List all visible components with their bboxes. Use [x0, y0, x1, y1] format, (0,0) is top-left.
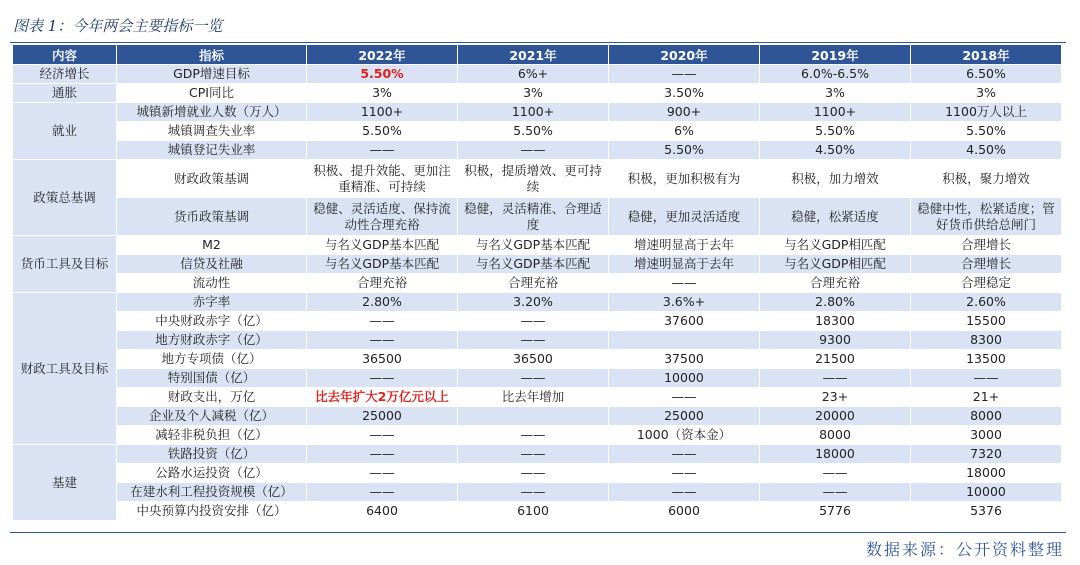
value-cell: 稳健，松紧适度: [760, 198, 911, 236]
value-cell: 与名义GDP基本匹配: [307, 255, 458, 274]
value-cell: 5376: [911, 502, 1062, 521]
value-cell: 4.50%: [911, 141, 1062, 160]
value-cell: ——: [458, 464, 609, 483]
value-cell: 1000（资本金）: [609, 426, 760, 445]
header-2019: 2019年: [760, 45, 911, 65]
indicator-cell: 城镇新增就业人数（万人）: [117, 103, 307, 122]
value-cell: 6400: [307, 502, 458, 521]
value-cell: 5.50%: [609, 141, 760, 160]
indicator-cell: M2: [117, 236, 307, 255]
value-cell: ——: [307, 331, 458, 350]
value-cell: 8300: [911, 331, 1062, 350]
table-row: [13, 236, 1062, 255]
category-cell: 就业: [13, 103, 117, 160]
indicator-cell: 中央预算内投资安排（亿）: [117, 502, 307, 521]
source-note: 数据来源：公开资料整理: [865, 540, 1064, 559]
value-cell: 3.6%+: [609, 293, 760, 312]
figure-title: 图表 1：今年两会主要指标一览: [13, 17, 223, 35]
value-cell: 2.80%: [307, 293, 458, 312]
value-cell: ——: [458, 445, 609, 464]
value-cell: 25000: [609, 407, 760, 426]
indicator-cell: CPI同比: [117, 84, 307, 103]
table-row: [13, 255, 1062, 274]
title-divider: [10, 42, 1066, 43]
value-cell: ——: [609, 65, 760, 84]
value-cell: 3.50%: [609, 84, 760, 103]
value-cell: 合理稳定: [911, 274, 1062, 293]
value-cell: ——: [307, 312, 458, 331]
indicator-cell: 公路水运投资（亿）: [117, 464, 307, 483]
indicator-cell: 流动性: [117, 274, 307, 293]
category-cell: 货币工具及目标: [13, 236, 117, 293]
value-cell: ——: [307, 369, 458, 388]
header-category: 内容: [13, 45, 117, 65]
value-cell: 18300: [760, 312, 911, 331]
category-cell: 经济增长: [13, 65, 117, 84]
value-cell: 合理充裕: [458, 274, 609, 293]
value-cell: 5.50%: [760, 122, 911, 141]
value-cell: 比去年扩大2万亿元以上: [307, 388, 458, 407]
value-cell: 8000: [911, 407, 1062, 426]
value-cell: 3%: [911, 84, 1062, 103]
value-cell: ——: [307, 426, 458, 445]
source-divider: [10, 532, 1066, 533]
value-cell: 与名义GDP基本匹配: [307, 236, 458, 255]
value-cell: ——: [760, 369, 911, 388]
table-row: [13, 502, 1062, 521]
value-cell: ——: [458, 141, 609, 160]
value-cell: 21500: [760, 350, 911, 369]
table-row: [13, 369, 1062, 388]
value-cell: [458, 407, 609, 426]
value-cell: 10000: [911, 483, 1062, 502]
value-cell: 积极，聚力增效: [911, 160, 1062, 198]
value-cell: 36500: [307, 350, 458, 369]
value-cell: 6%: [609, 122, 760, 141]
value-cell: 稳健、灵活适度、保持流动性合理充裕: [307, 198, 458, 236]
table-row: [13, 388, 1062, 407]
indicator-cell: 财政支出，万亿: [117, 388, 307, 407]
indicator-cell: 地方专项债（亿）: [117, 350, 307, 369]
value-cell: ——: [609, 388, 760, 407]
value-cell: 5.50%: [458, 122, 609, 141]
value-cell: ——: [609, 274, 760, 293]
indicators-table: [12, 44, 1062, 521]
indicator-cell: 城镇调查失业率: [117, 122, 307, 141]
table-header-row: [13, 45, 1062, 65]
table-row: [13, 483, 1062, 502]
indicator-cell: 在建水利工程投资规模（亿）: [117, 483, 307, 502]
table-row: [13, 312, 1062, 331]
indicator-cell: 货币政策基调: [117, 198, 307, 236]
value-cell: ——: [458, 426, 609, 445]
value-cell: ——: [307, 483, 458, 502]
value-cell: 5776: [760, 502, 911, 521]
value-cell: 与名义GDP基本匹配: [458, 236, 609, 255]
table-row: [13, 122, 1062, 141]
indicator-cell: 赤字率: [117, 293, 307, 312]
value-cell: 3%: [458, 84, 609, 103]
value-cell: 6100: [458, 502, 609, 521]
value-cell: [609, 331, 760, 350]
value-cell: 36500: [458, 350, 609, 369]
table-row: [13, 407, 1062, 426]
value-cell: 6%+: [458, 65, 609, 84]
value-cell: 2.60%: [911, 293, 1062, 312]
value-cell: 5.50%: [307, 65, 458, 84]
header-indicator: 指标: [117, 45, 307, 65]
value-cell: 与名义GDP相匹配: [760, 255, 911, 274]
value-cell: 9300: [760, 331, 911, 350]
table-row: [13, 141, 1062, 160]
value-cell: 合理增长: [911, 236, 1062, 255]
value-cell: 合理充裕: [307, 274, 458, 293]
value-cell: 13500: [911, 350, 1062, 369]
table-row: [13, 274, 1062, 293]
value-cell: 18000: [911, 464, 1062, 483]
indicator-cell: 中央财政赤字（亿）: [117, 312, 307, 331]
value-cell: 合理充裕: [760, 274, 911, 293]
table-row: [13, 160, 1062, 198]
value-cell: 23+: [760, 388, 911, 407]
value-cell: ——: [760, 464, 911, 483]
value-cell: 37600: [609, 312, 760, 331]
value-cell: ——: [911, 369, 1062, 388]
value-cell: 1100+: [458, 103, 609, 122]
value-cell: 积极，更加积极有为: [609, 160, 760, 198]
value-cell: 5.50%: [307, 122, 458, 141]
indicator-cell: 信贷及社融: [117, 255, 307, 274]
table-row: [13, 426, 1062, 445]
value-cell: ——: [458, 331, 609, 350]
table-row: [13, 464, 1062, 483]
value-cell: 合理增长: [911, 255, 1062, 274]
header-2022: 2022年: [307, 45, 458, 65]
value-cell: 20000: [760, 407, 911, 426]
category-cell: 通胀: [13, 84, 117, 103]
value-cell: 积极，提质增效、更可持续: [458, 160, 609, 198]
value-cell: ——: [307, 445, 458, 464]
value-cell: ——: [458, 369, 609, 388]
category-cell: 财政工具及目标: [13, 293, 117, 445]
value-cell: 积极、提升效能、更加注重精准、可持续: [307, 160, 458, 198]
indicator-cell: 铁路投资（亿）: [117, 445, 307, 464]
indicator-cell: 财政政策基调: [117, 160, 307, 198]
value-cell: ——: [458, 483, 609, 502]
value-cell: 增速明显高于去年: [609, 236, 760, 255]
value-cell: 37500: [609, 350, 760, 369]
value-cell: 5.50%: [911, 122, 1062, 141]
value-cell: 增速明显高于去年: [609, 255, 760, 274]
value-cell: 积极，加力增效: [760, 160, 911, 198]
value-cell: 10000: [609, 369, 760, 388]
header-2018: 2018年: [911, 45, 1062, 65]
table-row: [13, 198, 1062, 236]
category-cell: 政策总基调: [13, 160, 117, 236]
table-row: [13, 84, 1062, 103]
value-cell: 1100+: [760, 103, 911, 122]
value-cell: ——: [760, 483, 911, 502]
table-row: [13, 293, 1062, 312]
value-cell: ——: [609, 483, 760, 502]
value-cell: 6.0%-6.5%: [760, 65, 911, 84]
value-cell: 6.50%: [911, 65, 1062, 84]
value-cell: 7320: [911, 445, 1062, 464]
value-cell: 1100万人以上: [911, 103, 1062, 122]
value-cell: ——: [609, 445, 760, 464]
value-cell: 3%: [760, 84, 911, 103]
indicator-cell: 特别国债（亿）: [117, 369, 307, 388]
value-cell: 稳健，灵活精准、合理适度: [458, 198, 609, 236]
value-cell: 21+: [911, 388, 1062, 407]
table-row: [13, 445, 1062, 464]
value-cell: ——: [458, 312, 609, 331]
value-cell: 2.80%: [760, 293, 911, 312]
indicator-cell: 企业及个人减税（亿）: [117, 407, 307, 426]
value-cell: ——: [609, 464, 760, 483]
indicator-cell: GDP增速目标: [117, 65, 307, 84]
value-cell: 稳健，更加灵活适度: [609, 198, 760, 236]
value-cell: 3000: [911, 426, 1062, 445]
value-cell: 18000: [760, 445, 911, 464]
header-2020: 2020年: [609, 45, 760, 65]
header-2021: 2021年: [458, 45, 609, 65]
value-cell: 与名义GDP相匹配: [760, 236, 911, 255]
value-cell: 比去年增加: [458, 388, 609, 407]
value-cell: 1100+: [307, 103, 458, 122]
value-cell: ——: [307, 141, 458, 160]
value-cell: 3.20%: [458, 293, 609, 312]
value-cell: 15500: [911, 312, 1062, 331]
value-cell: 稳健中性，松紧适度；管好货币供给总闸门: [911, 198, 1062, 236]
value-cell: 6000: [609, 502, 760, 521]
value-cell: 900+: [609, 103, 760, 122]
value-cell: 与名义GDP基本匹配: [458, 255, 609, 274]
value-cell: 8000: [760, 426, 911, 445]
indicator-cell: 减轻非税负担（亿）: [117, 426, 307, 445]
indicator-cell: 地方财政赤字（亿）: [117, 331, 307, 350]
value-cell: 4.50%: [760, 141, 911, 160]
table-row: [13, 103, 1062, 122]
table-row: [13, 331, 1062, 350]
value-cell: ——: [307, 464, 458, 483]
table-row: [13, 65, 1062, 84]
table-row: [13, 350, 1062, 369]
value-cell: 3%: [307, 84, 458, 103]
indicator-cell: 城镇登记失业率: [117, 141, 307, 160]
value-cell: 25000: [307, 407, 458, 426]
category-cell: 基建: [13, 445, 117, 521]
